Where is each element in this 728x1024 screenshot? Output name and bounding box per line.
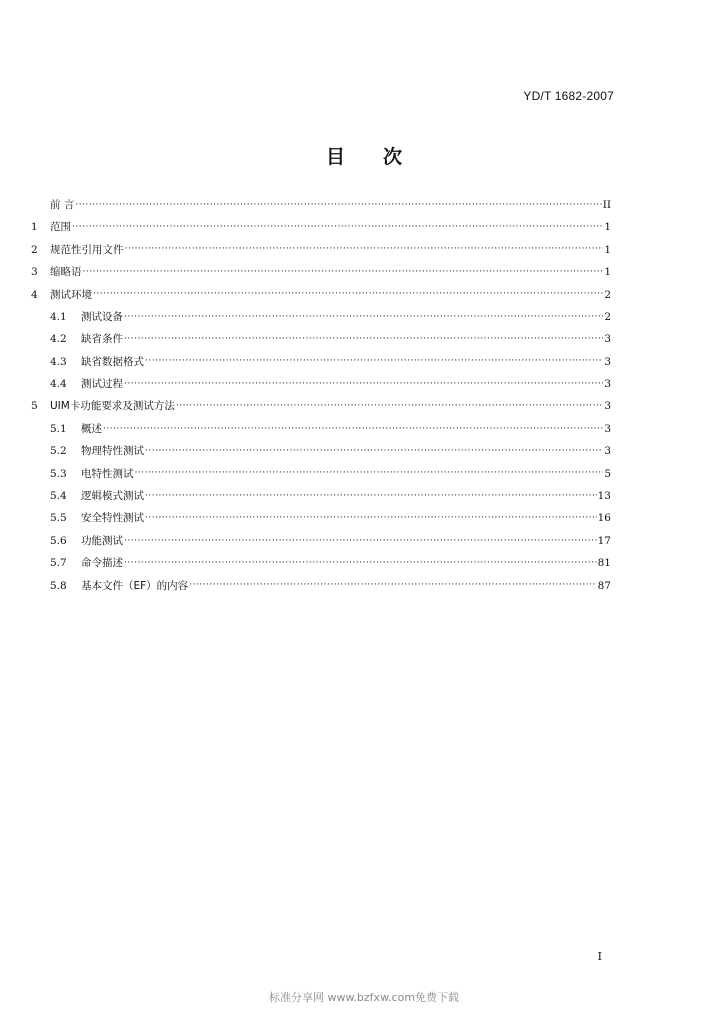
toc-entry-label: 逻辑模式测试 [81, 490, 144, 503]
toc-entry-number: 4 [31, 288, 38, 301]
toc-entry[interactable] [31, 530, 611, 552]
page-number: I [597, 950, 602, 963]
toc-entry-number: 5.8 [50, 579, 67, 592]
toc-entry-number: 5.4 [50, 490, 67, 503]
toc-entry-number: 4.1 [50, 310, 67, 323]
toc-entry-label: 范围 [50, 221, 71, 234]
toc-entry-number: 5.5 [50, 512, 67, 525]
toc-entry-page: 3 [604, 422, 611, 435]
toc-entry-label: 规范性引用文件 [50, 243, 124, 256]
toc-entry[interactable] [31, 216, 611, 238]
toc-entry-number: 4.4 [50, 378, 67, 391]
toc-entry[interactable] [31, 373, 611, 395]
standard-code: YD/T 1682-2007 [523, 89, 614, 103]
toc-entry[interactable] [31, 328, 611, 350]
toc-entry-page: 2 [604, 288, 611, 301]
toc-entry[interactable] [31, 239, 611, 261]
toc-entry-label: 命令描述 [81, 557, 123, 570]
toc-entry-label: 缺省数据格式 [81, 355, 144, 368]
toc-entry[interactable] [31, 485, 611, 507]
toc-entry-number: 5.6 [50, 534, 67, 547]
toc-entry-page: II [602, 198, 611, 211]
toc-entry-label: 测试设备 [81, 310, 123, 323]
toc-entry-page: 3 [604, 333, 611, 346]
toc-entry[interactable] [31, 351, 611, 373]
toc-entry-page: 2 [604, 310, 611, 323]
toc-entry[interactable] [31, 507, 611, 529]
toc-leader-dots [145, 357, 603, 366]
toc-entry-number: 1 [31, 221, 38, 234]
toc-entry-page: 13 [597, 490, 611, 503]
toc-leader-dots [124, 559, 597, 568]
toc-entry-number: 5.3 [50, 467, 67, 480]
toc-entry-page: 81 [597, 557, 611, 570]
toc-heading-left: 目 [325, 146, 345, 168]
toc-heading [0, 142, 728, 169]
toc-entry[interactable] [31, 418, 611, 440]
toc-heading-right: 次 [383, 146, 403, 168]
toc-leader-dots [93, 290, 603, 299]
toc-leader-dots [124, 380, 603, 389]
toc-entry-number: 2 [31, 243, 38, 256]
toc-leader-dots [124, 313, 603, 322]
toc-leader-dots [124, 537, 597, 546]
toc-leader-dots [72, 223, 603, 232]
toc-entry[interactable] [31, 261, 611, 283]
toc-entry-label: 测试环境 [50, 288, 92, 301]
toc-entry-number: 4.3 [50, 355, 67, 368]
toc-entry-label: 前 言 [50, 198, 75, 211]
toc-entry-number: 5.7 [50, 557, 67, 570]
toc-leader-dots [83, 268, 604, 277]
toc-entry-page: 1 [604, 221, 611, 234]
toc-entry-label: UIM卡功能要求及测试方法 [50, 400, 175, 413]
toc-entry-label: 安全特性测试 [81, 512, 144, 525]
toc-entry-page: 3 [604, 355, 611, 368]
toc-entry-label: 概述 [81, 422, 102, 435]
toc-entry-label: 缺省条件 [81, 333, 123, 346]
toc-entry-number: 3 [31, 266, 38, 279]
toc-entry-label: 电特性测试 [81, 467, 134, 480]
toc-leader-dots [124, 335, 603, 344]
toc-entry-page: 3 [604, 378, 611, 391]
toc-entry-label: 基本文件（EF）的内容 [81, 579, 189, 592]
toc-leader-dots [176, 402, 603, 411]
toc-entry[interactable] [31, 284, 611, 306]
toc-entry-page: 16 [597, 512, 611, 525]
toc-leader-dots [135, 469, 604, 478]
toc-entry[interactable] [31, 440, 611, 462]
toc-entry[interactable] [31, 552, 611, 574]
toc-leader-dots [75, 201, 601, 210]
toc-entry-page: 1 [604, 243, 611, 256]
toc-entry[interactable] [31, 396, 611, 418]
toc-entry-number: 5 [31, 400, 38, 413]
toc-leader-dots [103, 425, 603, 434]
toc-entry[interactable] [31, 463, 611, 485]
toc-leader-dots [145, 492, 597, 501]
toc-entry-label: 物理特性测试 [81, 445, 144, 458]
toc-entry[interactable] [31, 306, 611, 328]
toc-entry-number: 5.2 [50, 445, 67, 458]
toc-entry-page: 3 [604, 445, 611, 458]
toc-entry-page: 87 [597, 579, 611, 592]
watermark: 标准分享网 www.bzfxw.com免费下载 [268, 991, 460, 1004]
toc-leader-dots [145, 447, 603, 456]
toc-entry-page: 3 [604, 400, 611, 413]
toc-entry-number: 5.1 [50, 422, 67, 435]
toc-entry-page: 1 [604, 266, 611, 279]
toc-leader-dots [125, 245, 604, 254]
toc-entry-page: 17 [597, 534, 611, 547]
toc-leader-dots [145, 514, 597, 523]
table-of-contents [31, 194, 611, 597]
toc-entry-page: 5 [604, 467, 611, 480]
toc-entry-number: 4.2 [50, 333, 67, 346]
toc-entry-label: 缩略语 [50, 266, 82, 279]
toc-entry-label: 测试过程 [81, 378, 123, 391]
toc-entry[interactable] [31, 194, 611, 216]
toc-leader-dots [189, 581, 596, 590]
toc-entry[interactable] [31, 575, 611, 597]
toc-entry-label: 功能测试 [81, 534, 123, 547]
